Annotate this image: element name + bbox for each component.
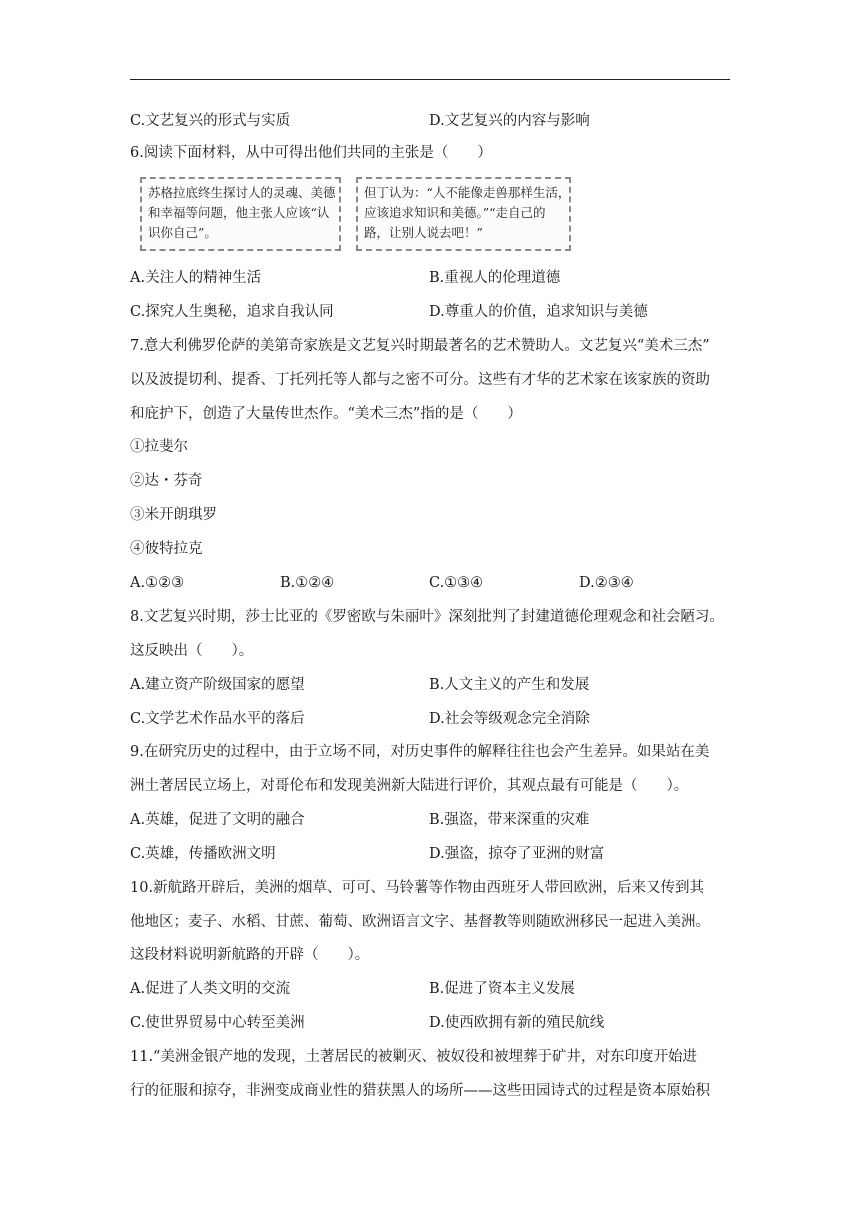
q10-stem-line: 他地区；麦子、水稻、甘蔗、葡萄、欧洲语言文字、基督教等则随欧洲移民一起进入美洲。 [130, 914, 710, 930]
q7-stem-line: 以及波提切利、提香、丁托列托等人都与之密不可分。这些有才华的艺术家在该家族的资助 [130, 372, 710, 388]
q6-material-socrates [140, 177, 341, 251]
q8-option-c: C.文学艺术作品水平的落后 [130, 711, 305, 727]
q6-stem: 6.阅读下面材料，从中可得出他们共同的主张是（ ） [130, 145, 492, 161]
q7-option-c: C.①③④ [429, 575, 484, 591]
q5-option-d: D.文艺复兴的内容与影响 [429, 113, 590, 129]
q7-stem-line: 7.意大利佛罗伦萨的美第奇家族是文艺复兴时期最著名的艺术赞助人。文艺复兴“美术三杰” [130, 338, 710, 354]
q10-option-d: D.使西欧拥有新的殖民航线 [429, 1015, 605, 1031]
q8-stem-line: 这反映出（ ）。 [130, 643, 254, 659]
q6-material-left-line: 苏格拉底终生探讨人的灵魂、美德 [148, 185, 336, 200]
q9-option-c: C.英雄，传播欧洲文明 [130, 846, 276, 862]
q6-option-b: B.重视人的伦理道德 [429, 270, 561, 286]
q9-option-a: A.英雄，促进了文明的融合 [130, 812, 305, 828]
q7-item: ④彼特拉克 [130, 541, 203, 557]
q10-option-a: A.促进了人类文明的交流 [130, 981, 291, 997]
q10-stem-line: 这段材料说明新航路的开辟（ ）。 [130, 947, 370, 963]
q9-stem-line: 洲土著居民立场上，对哥伦布和发现美洲新大陆进行评价，其观点最有可能是（ ）。 [130, 778, 689, 794]
q7-item: ③米开朗琪罗 [130, 507, 217, 523]
q10-option-c: C.使世界贸易中心转至美洲 [130, 1015, 305, 1031]
q10-stem-line: 10.新航路开辟后，美洲的烟草、可可、马铃薯等作物由西班牙人带回欧洲，后来又传到其 [130, 880, 705, 896]
q7-option-b: B.①②④ [280, 575, 335, 591]
q7-item: ①拉斐尔 [130, 439, 188, 455]
q6-option-a: A.关注人的精神生活 [130, 270, 262, 286]
q11-stem-line: 11.“美洲金银产地的发现，土著居民的被剿灭、被奴役和被埋葬于矿井，对东印度开始进 [130, 1049, 697, 1065]
q8-option-d: D.社会等级观念完全消除 [429, 711, 590, 727]
q6-option-d: D.尊重人的价值，追求知识与美德 [429, 304, 648, 320]
q9-stem-line: 9.在研究历史的过程中，由于立场不同，对历史事件的解释往往也会产生差异。如果站在美 [130, 744, 710, 760]
q6-material-left-line: 识你自己”。 [148, 225, 217, 240]
q6-material-right-line: 应该追求知识和美德。”“走自己的 [364, 205, 546, 220]
q9-option-d: D.强盗，掠夺了亚洲的财富 [429, 846, 605, 862]
q9-option-b: B.强盗，带来深重的灾难 [429, 812, 590, 828]
q6-material-right-line: 路，让别人说去吧！” [364, 225, 483, 240]
q6-material-dante [356, 177, 571, 251]
q5-option-c: C.文艺复兴的形式与实质 [130, 113, 291, 129]
q7-item: ②达・芬奇 [130, 473, 203, 489]
q8-option-a: A.建立资产阶级国家的愿望 [130, 677, 305, 693]
q6-material-right-line: 但丁认为：“人不能像走兽那样生活， [364, 185, 571, 200]
q8-stem-line: 8.文艺复兴时期，莎士比亚的《罗密欧与朱丽叶》深刻批判了封建道德伦理观念和社会陋习。 [130, 609, 724, 625]
q7-option-d: D.②③④ [579, 575, 634, 591]
q7-stem-line: 和庇护下，创造了大量传世杰作。“美术三杰”指的是（ ） [130, 406, 522, 422]
header-rule [130, 79, 730, 80]
q11-stem-line: 行的征服和掠夺，非洲变成商业性的猎获黑人的场所——这些田园诗式的过程是资本原始积 [130, 1083, 710, 1099]
q6-option-c: C.探究人生奥秘，追求自我认同 [130, 304, 334, 320]
q6-material-left-line: 和幸福等问题，他主张人应该“认 [148, 205, 330, 220]
q7-option-a: A.①②③ [130, 575, 185, 591]
q10-option-b: B.促进了资本主义发展 [429, 981, 575, 997]
q8-option-b: B.人文主义的产生和发展 [429, 677, 590, 693]
